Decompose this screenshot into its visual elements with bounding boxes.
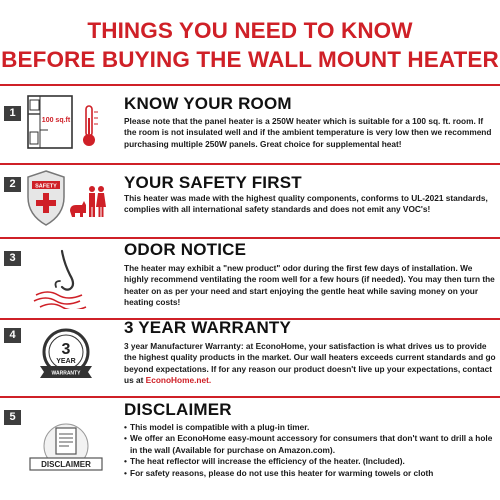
section-disclaimer (0, 396, 500, 500)
econohome-link[interactable]: EconoHome.net. (145, 375, 212, 386)
section-heading: KNOW YOUR ROOM (124, 94, 292, 113)
room-thermometer-icon (26, 92, 106, 156)
section-divider (0, 237, 500, 239)
section-number: 2 (4, 177, 21, 192)
disclaimer-document-icon (26, 416, 106, 486)
section-heading: DISCLAIMER (124, 400, 232, 419)
section-heading: YOUR SAFETY FIRST (124, 173, 302, 192)
section-number: 5 (4, 410, 21, 425)
section-odor-notice (0, 237, 500, 321)
section-body: This heater was made with the highest quality components, conforms to UL-2021 standards, complies with all international safety standards and does not emit any VOC's! (124, 193, 488, 215)
section-know-your-room (0, 84, 500, 164)
section-your-safety-first (0, 163, 500, 243)
title-line-2: BEFORE BUYING THE WALL MOUNT HEATER (1, 47, 499, 72)
list-item: • For safety reasons, please do not use this heater for warming towels or cloth (124, 468, 496, 479)
section-body (124, 341, 496, 387)
section-body: Please note that the panel heater is a 250W heater which is suitable for a 100 sq. ft. room. If the room is not insulated well and if the ambient temperature is very low then we recommend purchasing multiple 250W panels. Great choice for supplemental heat! (124, 116, 492, 149)
room-size-label: 100 sq.ft (41, 117, 71, 124)
section-body: The heater may exhibit a "new product" odor during the first few days of installation. We highly recommend ventilating the room well for a few hours (if needed). You may then turn the heater on as per your need and start enjoying the gentle heat while saving money on your heating costs! (124, 263, 495, 308)
section-number: 3 (4, 251, 21, 266)
section-heading: ODOR NOTICE (124, 240, 247, 259)
warranty-year-label: YEAR (56, 358, 76, 365)
safety-label: SAFETY (35, 183, 57, 190)
disclaimer-label: DISCLAIMER (41, 460, 91, 469)
list-item: • This model is compatible with a plug-in timer. (124, 422, 496, 433)
title-line-1: THINGS YOU NEED TO KNOW (87, 18, 413, 43)
warranty-ribbon-label: WARRANTY (51, 370, 81, 377)
section-number: 4 (4, 328, 21, 343)
section-heading: 3 YEAR WARRANTY (124, 318, 292, 337)
section-divider (0, 396, 500, 398)
disclaimer-list (124, 422, 496, 479)
warranty-badge-icon (26, 322, 106, 386)
nose-odor-icon (26, 245, 106, 309)
section-divider (0, 84, 500, 86)
section-divider (0, 163, 500, 165)
warranty-body-text: 3 year Manufacturer Warranty: at EconoHome, your satisfaction is what drives us to provide the highest quality products in the market. Our wall heaters exceeds current standards and go beyond expectations. If for any reason our product doesn't live up your expectations, contact us at (124, 341, 496, 386)
list-item: • The heat reflector will increase the efficiency of the heater. (Included). (124, 456, 496, 467)
list-item: • We offer an EconoHome easy-mount accessory for consumers that don't want to drill a hole in the wall (Available for purchase on Amazon.com). (124, 433, 496, 456)
safety-shield-icon (26, 167, 106, 231)
section-warranty (0, 318, 500, 398)
page-title (0, 16, 500, 74)
section-number: 1 (4, 106, 21, 121)
warranty-years: 3 (61, 341, 71, 358)
